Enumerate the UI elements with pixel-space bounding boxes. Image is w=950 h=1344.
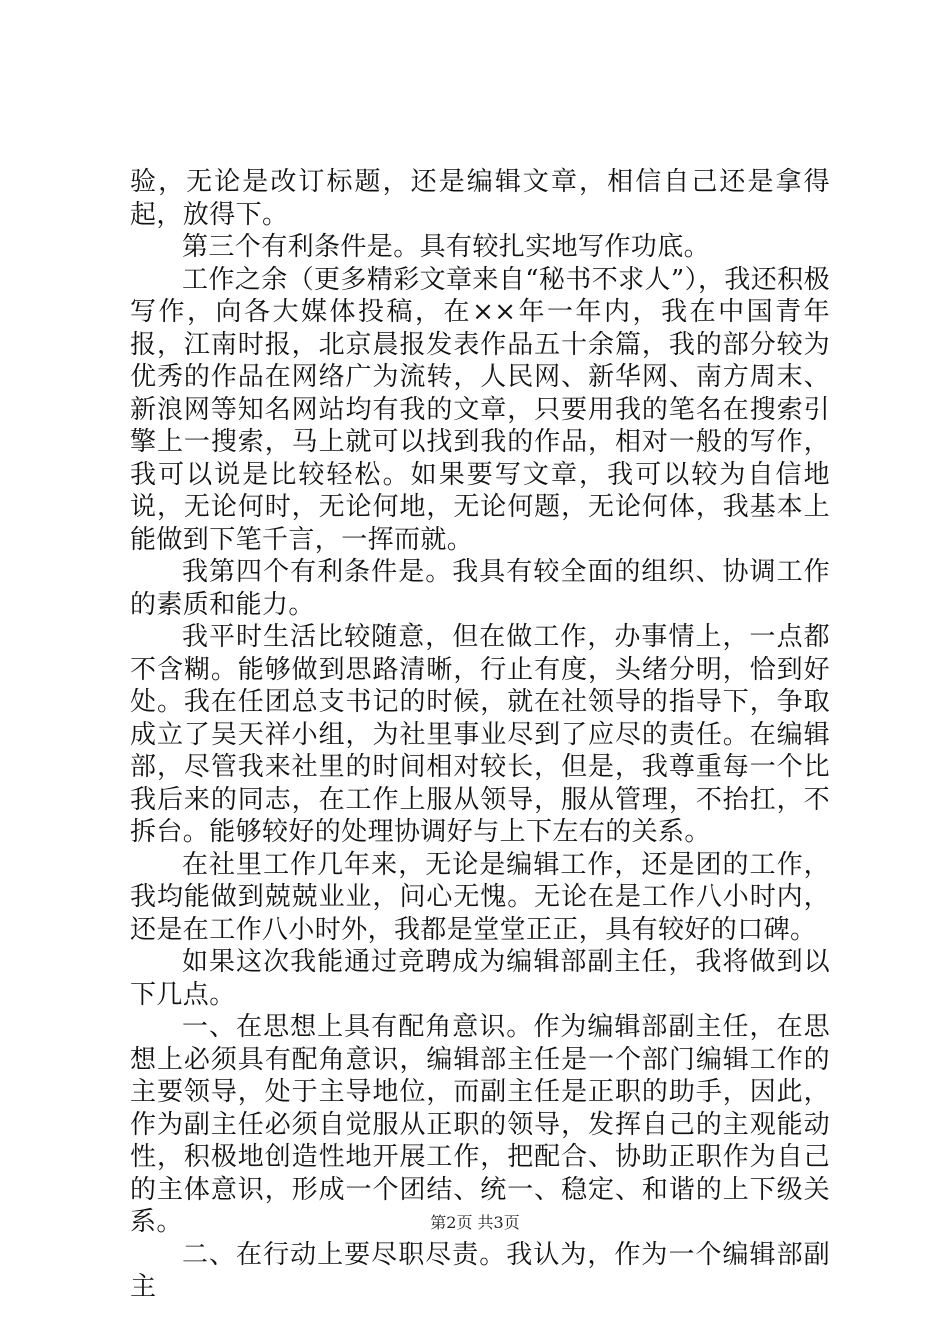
document-body — [130, 166, 830, 1304]
paragraph-writing-experience: 工作之余（更多精彩文章来自“秘书不求人”），我还积极写作，向各大媒体投稿，在××年一年内，我在中国青年报，江南时报，北京晨报发表作品五十余篇，我的部分较为优秀的作品在网络广为流转，人民网、新华网、南方周末、新浪网等知名网站均有我的文章，只要用我的笔名在搜索引擎上一搜索，马上就可以找到我的作品，相对一般的写作，我可以说是比较轻松。如果要写文章，我可以较为自信地说，无论何时，无论何地，无论何题，无论何体，我基本上能做到下笔千言，一挥而就。 — [130, 264, 830, 555]
paragraph-work-record: 在社里工作几年来，无论是编辑工作，还是团的工作，我均能做到兢兢业业，问心无愧。无论在是工作八小时内，还是在工作八小时外，我都是堂堂正正，具有较好的口碑。 — [130, 849, 830, 945]
paragraph-commitment-intro: 如果这次我能通过竞聘成为编辑部副主任，我将做到以下几点。 — [130, 947, 830, 1010]
paragraph-point-two: 二、在行动上要尽职尽责。我认为，作为一个编辑部副主 — [130, 1239, 830, 1302]
paragraph-continuation: 验，无论是改订标题，还是编辑文章，相信自己还是拿得起，放得下。 — [130, 167, 830, 230]
paragraph-point-one: 一、在思想上具有配角意识。作为编辑部副主任，在思想上必须具有配角意识，编辑部主任是一个部门编辑工作的主要领导，处于主导地位，而副主任是正职的助手，因此，作为副主任必须自觉服从正职的领导，发挥自己的主观能动性，积极地创造性地开展工作，把配合、协助正职作为自己的主体意识，形成一个团结、统一、稳定、和谐的上下级关系。 — [130, 1012, 830, 1237]
paragraph-fourth-advantage: 我第四个有利条件是。我具有较全面的组织、协调工作的素质和能力。 — [130, 557, 830, 620]
paragraph-third-advantage: 第三个有利条件是。具有较扎实地写作功底。 — [182, 232, 711, 262]
paragraph-organization-ability: 我平时生活比较随意，但在做工作，办事情上，一点都不含糊。能够做到思路清晰，行止有度，头绪分明，恰到好处。我在任团总支书记的时候，就在社领导的指导下，争取成立了吴天祥小组，为社里事业尽到了应尽的责任。在编辑部，尽管我来社里的时间相对较长，但是，我尊重每一个比我后来的同志，在工作上服从领导，服从管理，不抬扛，不拆台。能够较好的处理协调好与上下左右的关系。 — [130, 622, 830, 847]
page-number-footer: 第2页 共3页 — [430, 1213, 520, 1232]
